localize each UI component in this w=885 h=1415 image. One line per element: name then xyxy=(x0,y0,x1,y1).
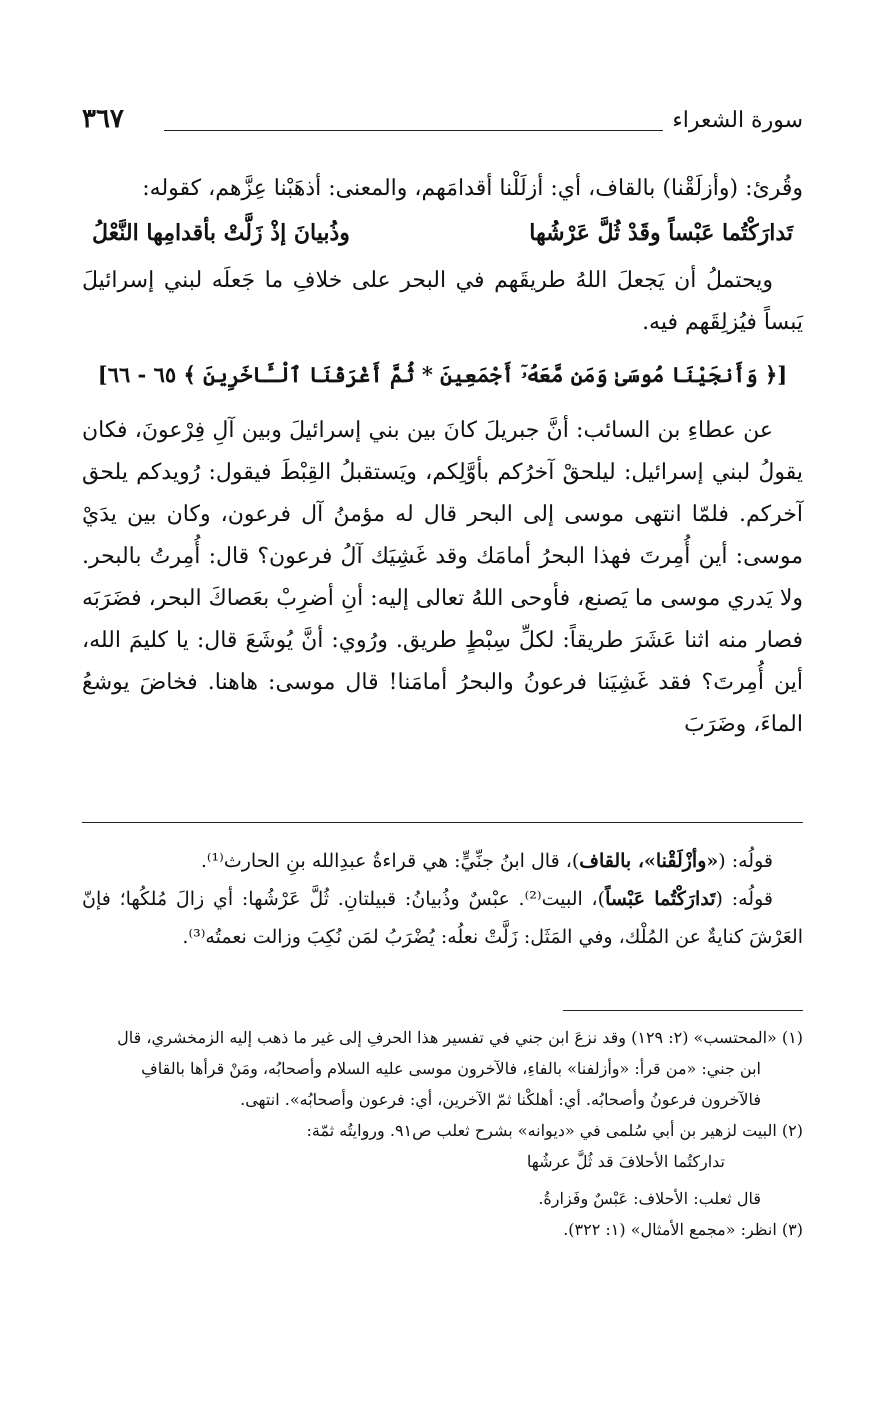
footnote-1-continued: فالآخرون فرعونُ وأصحابُه. أي: أهلكْنا ثمّ الآخرين، أي: فرعون وأصحابُه». انتهى. xyxy=(240,1090,761,1109)
footnote-3: (٣) انظر: «مجمع الأمثال» (١: ٣٢٢). xyxy=(563,1220,803,1239)
commentary-text: )، البيت⁽²⁾. عبْسٌ وذُبيانُ: قبيلتانِ. ثُلَّ عَرْشُها: أي زالَ مُلكُها؛ فإنّ العَرْشَ كنايةٌ عن المُلْك، وفي المَثَل: زَلَّتْ نعلُه: يُضْرَبُ لمَن نُكِبَ وزالت نعمتُه⁽³⁾. xyxy=(82,888,803,948)
commentary-item xyxy=(82,880,803,956)
commentary-lead: قولُه: ( xyxy=(718,850,773,872)
poem-line xyxy=(92,212,793,254)
footnote-2-poem: تداركتُما الأحلافَ قد ثُلَّ عرشُها xyxy=(526,1152,725,1171)
commentary-keyword: «وأزْلَقْنا»، بالقاف xyxy=(579,850,719,872)
page-header xyxy=(82,104,803,144)
poem-first-hemistich: تَدارَكْتُما عَبْساً وقَدْ ثُلَّ عَرْشُها xyxy=(529,220,793,246)
footnote-divider xyxy=(563,1010,803,1011)
commentary xyxy=(82,842,803,956)
commentary-keyword: تَدارَكْتُما عَبْساً xyxy=(605,888,716,910)
main-text xyxy=(82,168,803,746)
paragraph-possibility: ويحتملُ أن يَجعلَ اللهُ طريقَهم في البحر على خلافِ ما جَعلَه لبني إسرائيلَ يَبساً فيُزلِقَهم فيه. xyxy=(82,268,803,335)
header-rule xyxy=(164,130,663,131)
quran-verse: [﴿ وَأَنجَيْنَا مُوسَىٰ وَمَن مَّعَهُۥٓ أَجْمَعِينَ * ثُمَّ أَغْرَقْنَا ٱلْـَٔاخَرِينَ ﴾ ٦٥ - ٦٦] xyxy=(97,362,788,387)
poem-second-hemistich: وذُبيانَ إذْ زَلَّتْ بأقدامِها النَّعْلُ xyxy=(92,220,350,246)
commentary-lead: قولُه: ( xyxy=(715,888,773,910)
footnote-2: (٢) البيت لزهير بن أبي سُلمى في «ديوانه» بشرح ثعلب ص٩١. وروايتُه ثمّة: xyxy=(306,1121,803,1140)
commentary-text: )، قال ابنُ جنِّيٍّ: هي قراءةُ عبدِالله بنِ الحارث⁽¹⁾. xyxy=(200,850,580,872)
paragraph-reading: وقُرئ: (وأزلَقْنا) بالقاف، أي: أزلَلْنا أقدامَهم، والمعنى: أذهَبْنا عِزَّهم، كقوله: xyxy=(142,176,803,201)
running-title: سورة الشعراء xyxy=(672,108,803,133)
footnote-1-continued: ابن جني: «من قرأ: «وأزلفنا» بالفاءِ، فالآخرون موسى عليه السلام وأصحابُه، ومَنْ قرأها بالقافِ xyxy=(141,1059,761,1078)
footnote-1: (١) «المحتسب» (٢: ١٢٩) وقد نزعَ ابن جني في تفسير هذا الحرفِ إلى غير ما ذهب إليه الزمخشري، قال xyxy=(117,1028,803,1047)
commentary-item xyxy=(82,842,803,880)
footnotes xyxy=(82,1022,803,1245)
paragraph-narration: عن عطاءِ بن السائب: أنَّ جبريلَ كانَ بين بني إسرائيلَ وبين آلِ فِرْعونَ، فكان يقولُ لبني إسرائيل: ليلحقْ آخرُكم بأوَّلِكم، ويَستقبلُ القِبْطَ فيقول: رُويدكم يلحق آخركم. فلمّا انتهى موسى إلى البحر قال له مؤمنُ آل فرعون، وكان بين يدَيْ موسى: أين أُمِرتَ فهذا البحرُ أمامَك وقد غَشِيَك آلُ فرعون؟ قال: أُمِرتُ بالبحر. ولا يَدري موسى ما يَصنع، فأوحى اللهُ تعالى إليه: أنِ أضرِبْ بعَصاكَ البحر، فضَرَبَه فصار منه اثنا عَشَرَ طريقاً: لكلِّ سِبْطٍ طريق. ورُوي: أنَّ يُوشَعَ قال: يا كليمَ الله، أين أُمِرتَ؟ فقد غَشِيَنا فرعونُ والبحرُ أمامَنا! قال موسى: هاهنا. فخاضَ يوشعُ الماءَ، وضَرَبَ xyxy=(82,418,803,737)
commentary-divider xyxy=(82,822,803,823)
page-number: ٣٦٧ xyxy=(82,104,124,134)
footnote-2-continued: قال ثعلب: الأحلاف: عَبْسٌ وفَزارةُ. xyxy=(538,1189,761,1208)
